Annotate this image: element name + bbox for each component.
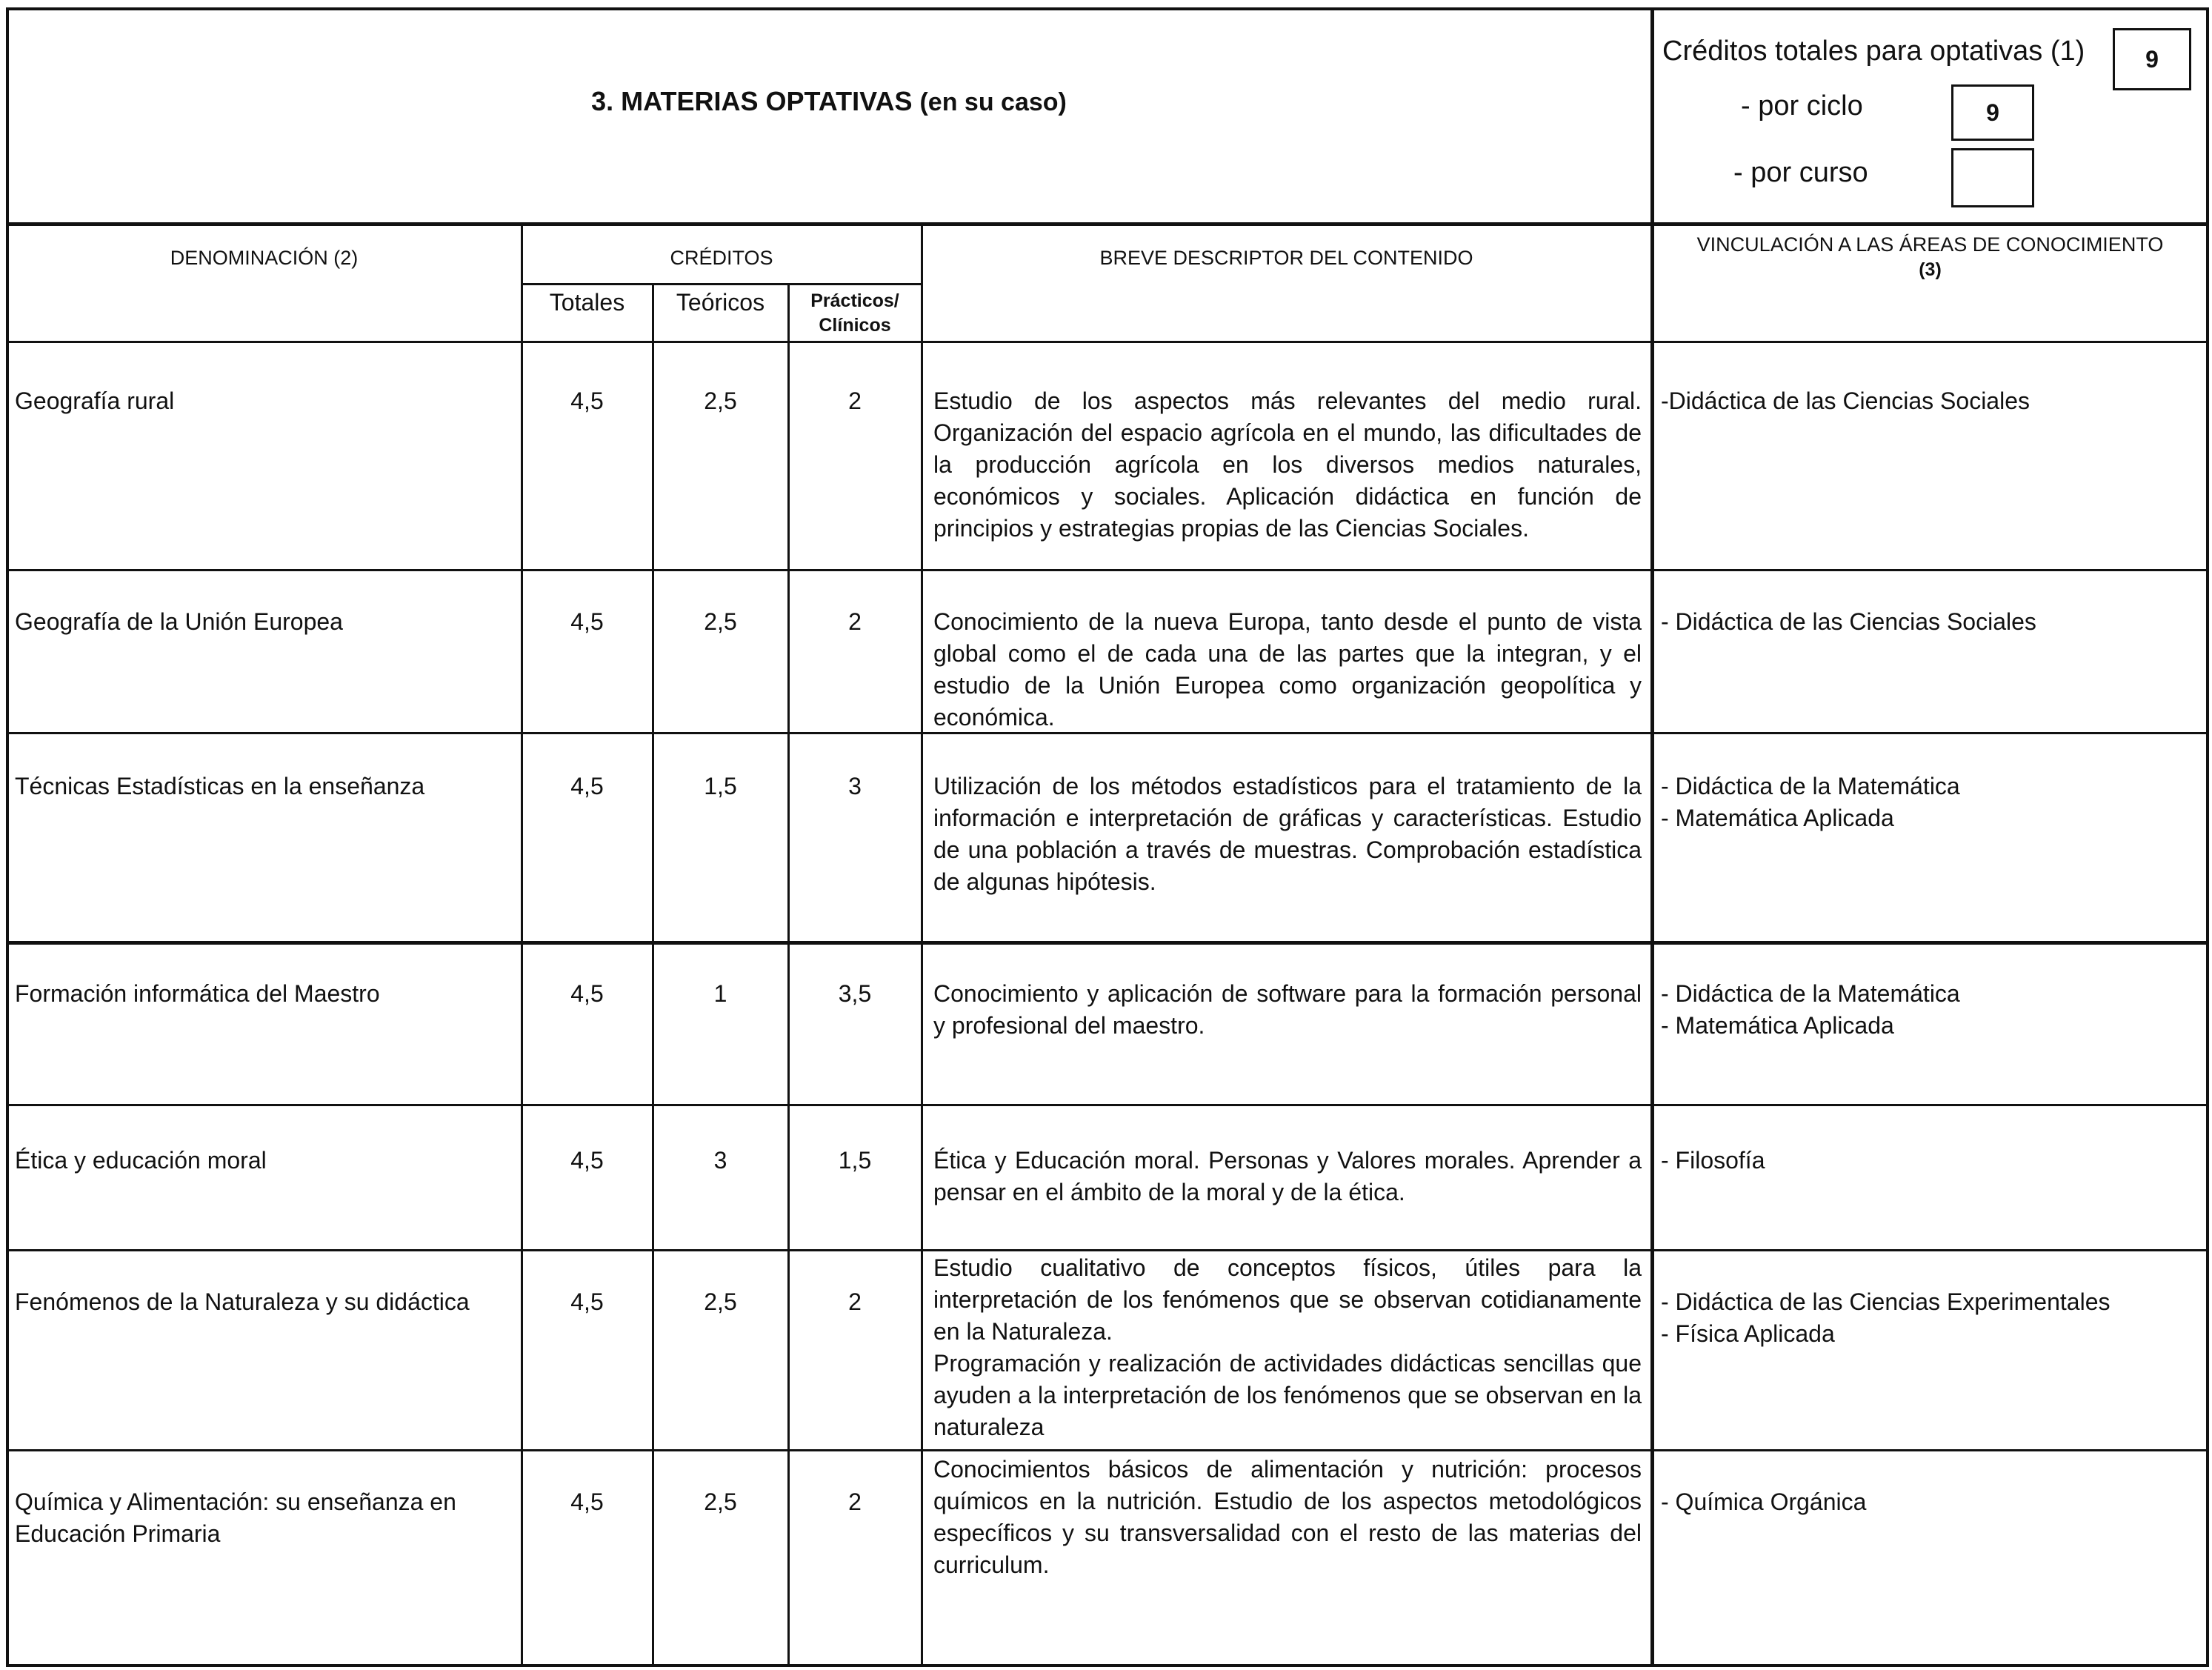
row-divider [7,941,2206,945]
area-conocimiento: - Didáctica de la Matemática [1661,980,1960,1007]
descriptor-paragraph: Estudio cualitativo de conceptos físicos, útiles para la interpretación de los fenómenos que se observan cotidianamente en la Naturaleza. [933,1254,1642,1345]
creditos-totales: 4,5 [570,1147,604,1174]
area-conocimiento: - Matemática Aplicada [1661,805,1894,831]
column-divider [652,283,654,1667]
col-vinculacion [1654,231,2206,282]
creditos-totales: 4,5 [570,608,604,635]
materia-denominacion: Técnicas Estadísticas en la enseñanza [15,773,425,799]
col-descriptor: BREVE DESCRIPTOR DEL CONTENIDO [1099,247,1473,269]
creditos-totales: 4,5 [570,1488,604,1515]
column-divider [921,222,923,1667]
col-practicos-line1: Prácticos/ [810,290,899,311]
descriptor-paragraph: Estudio de los aspectos más relevantes del medio rural. Organización del espacio agrícola en el mundo, las dificultades de la producción agrícola en los diversos medios naturales, económicos y sociales. Aplicación didáctica en función de principios y estrategias propias de las Ciencias Sociales. [933,387,1642,542]
por-curso-label: - por curso [1733,157,1868,188]
row-divider [7,1449,2206,1451]
area-conocimiento: - Filosofía [1661,1147,1765,1174]
materia-vinculacion [1661,606,2194,638]
materia-descriptor [933,606,1642,733]
column-divider [521,222,523,1667]
creditos-totales: 4,5 [570,773,604,799]
materia-denominacion: Ética y educación moral [15,1147,267,1174]
creditos-totales-box: 9 [2113,28,2191,90]
page-title [7,86,1650,117]
descriptor-paragraph: Conocimientos básicos de alimentación y nutrición: procesos químicos en la nutrición. Estudio de los aspectos metodológicos específicos y su transversalidad con el resto de las materias del curriculum. [933,1456,1642,1578]
materia-denominacion: Fenómenos de la Naturaleza y su didáctica [15,1288,470,1315]
materia-descriptor [933,771,1642,898]
creditos-teoricos: 1,5 [704,773,737,799]
por-ciclo-label: - por ciclo [1741,90,1863,122]
creditos-teoricos: 1 [713,980,727,1007]
descriptor-paragraph: Ética y Educación moral. Personas y Valores morales. Aprender a pensar en el ámbito de la moral y de la ética. [933,1147,1642,1205]
col-practicos-line2: Clínicos [819,314,891,336]
descriptor-paragraph: Conocimiento de la nueva Europa, tanto desde el punto de vista global como el de cada una de las partes que la integran, y el estudio de la Unión Europea como organización geopolítica y económica. [933,608,1642,731]
creditos-teoricos: 2,5 [704,608,737,635]
col-practicos [789,289,921,337]
col-vinculacion-line2: (3) [1919,259,1942,281]
creditos-practicos: 2 [848,1288,862,1315]
materia-vinculacion [1661,978,2194,1042]
col-teoricos: Teóricos [676,289,765,316]
descriptor-paragraph: Conocimiento y aplicación de software para la formación personal y profesional del maestro. [933,980,1642,1039]
area-conocimiento: - Matemática Aplicada [1661,1012,1894,1039]
creditos-totales: 4,5 [570,1288,604,1315]
materia-vinculacion [1661,771,2194,834]
creditos-teoricos: 2,5 [704,387,737,414]
materia-descriptor [933,1252,1642,1443]
col-creditos: CRÉDITOS [670,247,773,269]
materia-vinculacion [1661,385,2194,417]
materia-vinculacion [1661,1486,2194,1518]
creditos-subheader-divider [522,283,921,285]
row-divider [7,1249,2206,1251]
creditos-practicos: 3,5 [838,980,872,1007]
area-conocimiento: - Didáctica de la Matemática [1661,773,1960,799]
creditos-totales: 4,5 [570,980,604,1007]
col-vinculacion-line1: VINCULACIÓN A LAS ÁREAS DE CONOCIMIENTO [1696,233,2164,256]
materia-descriptor [933,1454,1642,1581]
area-conocimiento: - Física Aplicada [1661,1320,1835,1347]
creditos-practicos: 2 [848,1488,862,1515]
materia-vinculacion [1661,1286,2194,1350]
creditos-practicos: 2 [848,387,862,414]
materia-descriptor [933,1145,1642,1208]
creditos-totales: 4,5 [570,387,604,414]
title-suffix: (en su caso) [919,88,1067,116]
title-main: 3. MATERIAS OPTATIVAS [591,86,913,116]
materia-denominacion: Geografía de la Unión Europea [15,608,343,635]
descriptor-paragraph: Utilización de los métodos estadísticos para el tratamiento de la información e interpretación de gráficas y características. Estudio de una población a través de muestras. Comprobación estadística de algunas hipótesis. [933,773,1642,895]
creditos-practicos: 1,5 [838,1147,872,1174]
materia-denominacion: Geografía rural [15,387,175,414]
column-divider [787,283,790,1667]
creditos-totales-label: Créditos totales para optativas (1) [1662,36,2085,67]
area-conocimiento: - Didáctica de las Ciencias Experimentales [1661,1288,2111,1315]
creditos-teoricos: 2,5 [704,1488,737,1515]
materia-vinculacion [1661,1145,2194,1177]
creditos-teoricos: 3 [713,1147,727,1174]
materia-descriptor [933,385,1642,545]
por-ciclo-box: 9 [1951,84,2034,141]
header-divider [7,222,2206,226]
col-totales: Totales [549,289,625,316]
area-conocimiento: -Didáctica de las Ciencias Sociales [1661,387,2030,414]
materia-denominacion: Formación informática del Maestro [15,980,380,1007]
creditos-teoricos: 2,5 [704,1288,737,1315]
materia-denominacion: Química y Alimentación: su enseñanza en Educación Primaria [15,1488,456,1547]
descriptor-paragraph: Programación y realización de actividades didácticas sencillas que ayuden a la interpretación de los fenómenos que se observan en la naturaleza [933,1350,1642,1440]
creditos-practicos: 2 [848,608,862,635]
area-conocimiento: - Didáctica de las Ciencias Sociales [1661,608,2036,635]
area-conocimiento: - Química Orgánica [1661,1488,1867,1515]
materia-descriptor [933,978,1642,1042]
creditos-practicos: 3 [848,773,862,799]
row-divider [7,569,2206,571]
col-denominacion: DENOMINACIÓN (2) [170,247,359,269]
por-curso-box [1951,148,2034,207]
column-header-divider [7,341,2206,343]
row-divider [7,1104,2206,1106]
